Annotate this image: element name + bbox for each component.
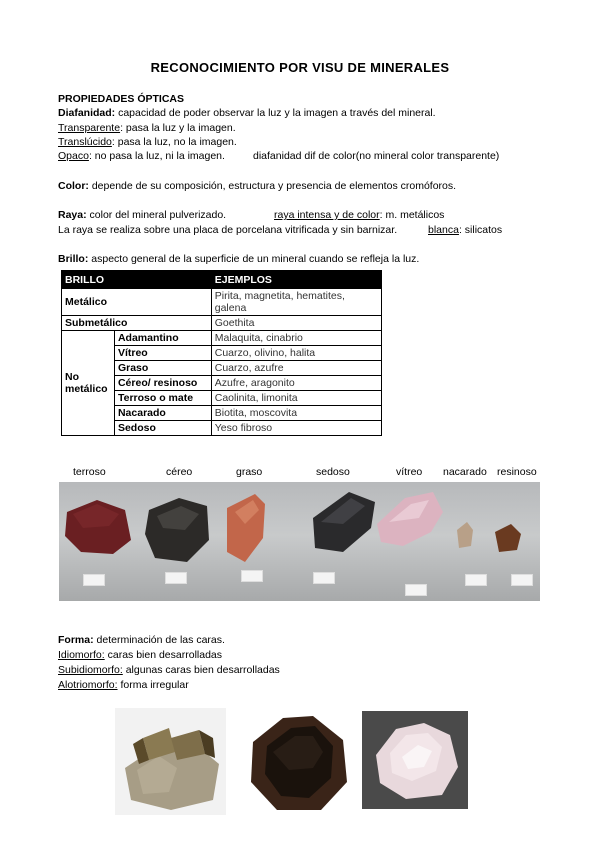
row-submetalico-examples: Goethita bbox=[211, 316, 381, 331]
opaco-label: Opaco bbox=[58, 150, 89, 162]
subidiomorfo-line bbox=[58, 664, 280, 677]
page-title: RECONOCIMIENTO POR VISU DE MINERALES bbox=[150, 60, 450, 75]
idiomorfo-text: caras bien desarrolladas bbox=[104, 649, 223, 661]
row-examples: Malaquita, cinabrio bbox=[211, 331, 381, 346]
row-submetalico-label: Submetálico bbox=[62, 316, 212, 331]
table-row bbox=[62, 316, 382, 331]
diafanidad-line bbox=[58, 107, 436, 120]
alotriomorfo-photo bbox=[362, 711, 468, 809]
photo-label-terroso: terroso bbox=[73, 466, 106, 478]
specimen-tag bbox=[241, 570, 263, 582]
specimen-tag bbox=[465, 574, 487, 586]
subidiomorfo-photo bbox=[243, 712, 354, 815]
diafanidad-text: capacidad de poder observar la luz y la imagen a través del mineral. bbox=[115, 107, 436, 119]
specimen-tag bbox=[165, 572, 187, 584]
row-type: Céreo/ resinoso bbox=[114, 376, 211, 391]
brillo-label: Brillo: bbox=[58, 253, 89, 265]
specimen-tag bbox=[83, 574, 105, 586]
alotriomorfo-label: Alotriomorfo: bbox=[58, 679, 118, 691]
pyrite-cubes-image bbox=[115, 708, 226, 815]
forma-text: determinación de las caras. bbox=[93, 634, 225, 646]
row-examples: Caolinita, limonita bbox=[211, 391, 381, 406]
transparente-line bbox=[58, 122, 236, 135]
forma-line bbox=[58, 634, 225, 647]
row-metalico-label: Metálico bbox=[62, 289, 212, 316]
header-brillo: BRILLO bbox=[62, 271, 212, 289]
raya-text: color del mineral pulverizado. bbox=[86, 209, 227, 221]
raya-intensa-label: raya intensa y de color bbox=[274, 209, 380, 221]
dark-crystal-image bbox=[243, 712, 354, 815]
alotriomorfo-line bbox=[58, 679, 189, 692]
row-examples: Azufre, aragonito bbox=[211, 376, 381, 391]
opaco-text: : no pasa la luz, ni la imagen. bbox=[88, 150, 225, 162]
alotriomorfo-text: forma irregular bbox=[117, 679, 189, 691]
photo-label-nacarado: nacarado bbox=[443, 466, 487, 478]
color-line bbox=[58, 180, 456, 193]
raya-blanca-label: blanca bbox=[428, 224, 459, 236]
minerals-photo-strip bbox=[59, 482, 540, 601]
idiomorfo-line bbox=[58, 649, 222, 662]
section-heading-optical: PROPIEDADES ÓPTICAS bbox=[58, 93, 185, 105]
raya-intensa-text: : m. metálicos bbox=[379, 209, 445, 221]
photo-label-resinoso: resinoso bbox=[497, 466, 537, 478]
brillo-text: aspecto general de la superficie de un mineral cuando se refleja la luz. bbox=[88, 253, 420, 265]
translucido-text: : pasa la luz, no la imagen. bbox=[111, 136, 237, 148]
diafanidad-note: diafanidad dif de color(no mineral color transparente) bbox=[253, 150, 500, 162]
header-ejemplos: EJEMPLOS bbox=[211, 271, 381, 289]
row-examples: Yeso fibroso bbox=[211, 421, 381, 436]
color-text: depende de su composición, estructura y presencia de elementos cromóforos. bbox=[88, 180, 457, 192]
table-row bbox=[62, 289, 382, 316]
row-type: Nacarado bbox=[114, 406, 211, 421]
subidiomorfo-label: Subidiomorfo: bbox=[58, 664, 123, 676]
forma-label: Forma: bbox=[58, 634, 94, 646]
rose-quartz-image bbox=[362, 711, 468, 809]
photo-label-sedoso: sedoso bbox=[316, 466, 350, 478]
color-label: Color: bbox=[58, 180, 89, 192]
raya-line2: La raya se realiza sobre una placa de porcelana vitrificada y sin barnizar. bbox=[58, 224, 398, 236]
row-type: Terroso o mate bbox=[114, 391, 211, 406]
row-type: Sedoso bbox=[114, 421, 211, 436]
row-metalico-examples: Pirita, magnetita, hematites, galena bbox=[211, 289, 381, 316]
row-type: Adamantino bbox=[114, 331, 211, 346]
row-examples: Cuarzo, olivino, halita bbox=[211, 346, 381, 361]
photo-label-graso: graso bbox=[236, 466, 263, 478]
raya-intensa-line bbox=[274, 209, 444, 222]
idiomorfo-photo bbox=[115, 708, 226, 815]
diafanidad-label: Diafanidad: bbox=[58, 107, 116, 119]
opaco-line bbox=[58, 150, 225, 163]
raya-label: Raya: bbox=[58, 209, 87, 221]
specimen-tag bbox=[313, 572, 335, 584]
brillo-table bbox=[61, 270, 382, 436]
raya-blanca-text: : silicatos bbox=[458, 224, 503, 236]
specimen-tag bbox=[511, 574, 533, 586]
row-type: Vítreo bbox=[114, 346, 211, 361]
row-type: Graso bbox=[114, 361, 211, 376]
translucido-line bbox=[58, 136, 237, 149]
photo-label-vitreo: vítreo bbox=[396, 466, 423, 478]
brillo-line bbox=[58, 253, 419, 266]
raya-line bbox=[58, 209, 226, 222]
specimen-tag bbox=[405, 584, 427, 596]
transparente-label: Transparente bbox=[58, 122, 121, 134]
transparente-text: : pasa la luz y la imagen. bbox=[120, 122, 236, 134]
raya-blanca-line bbox=[428, 224, 502, 237]
idiomorfo-label: Idiomorfo: bbox=[58, 649, 105, 661]
no-metalico-label: No metálico bbox=[62, 331, 115, 436]
row-examples: Cuarzo, azufre bbox=[211, 361, 381, 376]
row-examples: Biotita, moscovita bbox=[211, 406, 381, 421]
subidiomorfo-text: algunas caras bien desarrolladas bbox=[122, 664, 280, 676]
translucido-label: Translúcido bbox=[58, 136, 112, 148]
table-header-row bbox=[62, 271, 382, 289]
photo-label-cereo: céreo bbox=[166, 466, 193, 478]
table-row bbox=[62, 331, 382, 346]
